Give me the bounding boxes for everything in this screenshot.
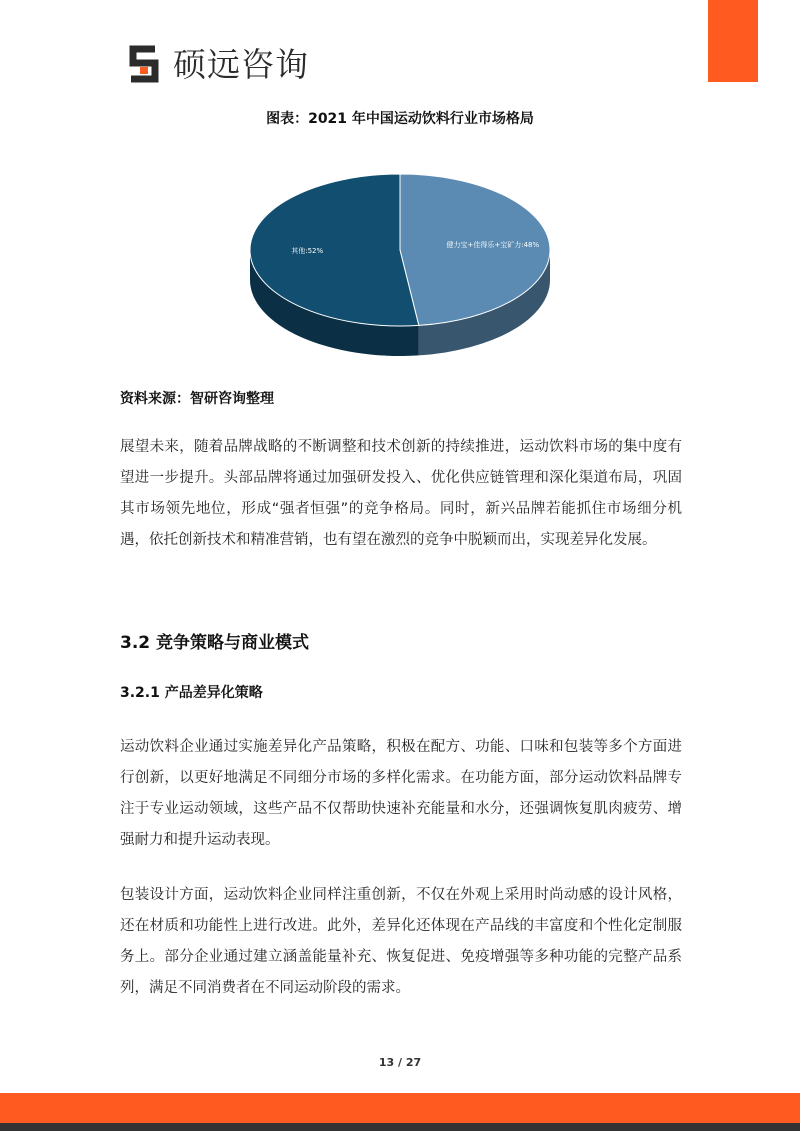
figure-title: 图表：2021 年中国运动饮料行业市场格局 [266,111,534,127]
page-number: 13 / 27 [378,1056,422,1069]
subsection-heading: 3.2.1 产品差异化策略 [120,685,263,701]
figure-source: 资料来源：智研咨询整理 [120,391,274,407]
pie-chart [240,172,560,372]
pie-label-0: 健力宝+佳得乐+宝矿力:48% [446,241,540,250]
pie-label-1: 其他:52% [291,246,324,255]
paragraph-packaging: 包装设计方面，运动饮料企业同样注重创新，不仅在外观上采用时尚动感的设计风格，还在材质和功能性上进行改进。此外，差异化还体现在产品线的丰富度和个性化定制服务上。部分企业通过建立涵盖能量补充、恢复促进、免疫增强等多种功能的完整产品系列，满足不同消费者在不同运动阶段的需求。 [120,887,682,996]
brand-logo-icon [125,43,167,85]
brand-logo [125,40,309,88]
footer-dark-strip [0,1123,800,1131]
paragraph-outlook: 展望未来，随着品牌战略的不断调整和技术创新的持续推进，运动饮料市场的集中度有望进一步提升。头部品牌将通过加强研发投入、优化供应链管理和深化渠道布局，巩固其市场领先地位，形成“强者恒强”的竞争格局。同时，新兴品牌若能抓住市场细分机遇，依托创新技术和精准营销，也有望在激烈的竞争中脱颖而出，实现差异化发展。 [120,439,682,548]
section-heading: 3.2 竞争策略与商业模式 [120,633,310,653]
brand-name: 硕远咨询 [173,44,309,84]
header-accent-block [708,0,758,82]
footer-accent-band [0,1093,800,1123]
paragraph-product-strategy: 运动饮料企业通过实施差异化产品策略，积极在配方、功能、口味和包装等多个方面进行创新，以更好地满足不同细分市场的多样化需求。在功能方面，部分运动饮料品牌专注于专业运动领域，这些产品不仅帮助快速补充能量和水分，还强调恢复肌肉疲劳、增强耐力和提升运动表现。 [120,739,682,848]
